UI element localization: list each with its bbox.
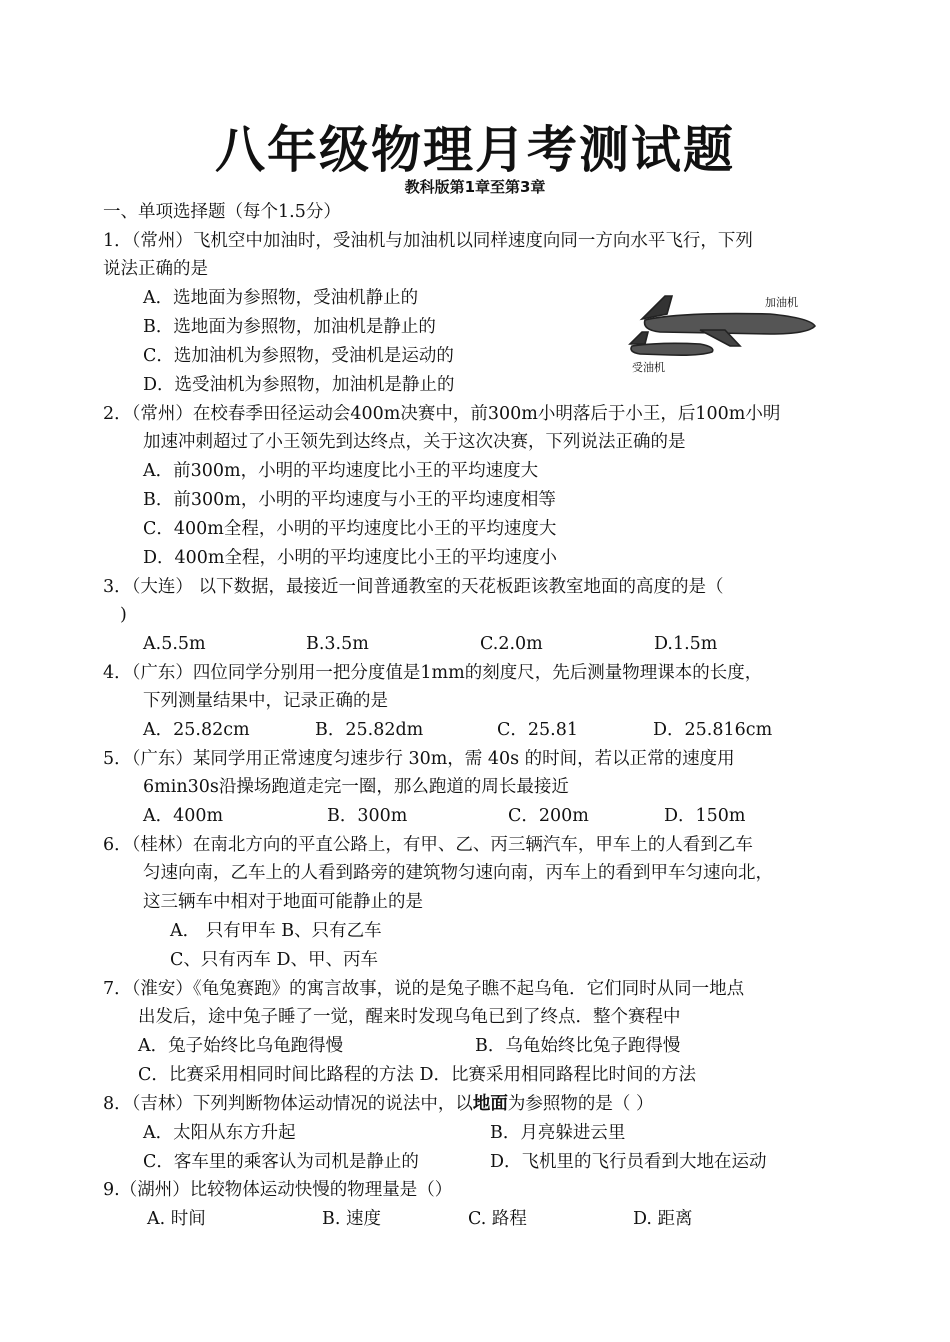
section-heading: 一、单项选择题（每个1.5分） bbox=[103, 202, 341, 222]
question-8-stem-emphasis: 地面 bbox=[472, 1094, 508, 1114]
question-4-stem-line2: 下列测量结果中，记录正确的是 bbox=[143, 691, 388, 711]
question-8-option-c: C．客车里的乘客认为司机是静止的 bbox=[143, 1152, 419, 1172]
refueling-planes-figure bbox=[620, 284, 820, 374]
question-4-option-c: C．25.81 bbox=[497, 720, 578, 740]
page-title: 八年级物理月考测试题 bbox=[215, 121, 735, 179]
question-3-option-a: A.5.5m bbox=[143, 634, 206, 654]
question-5-option-d: D．150m bbox=[664, 806, 746, 826]
question-3-option-d: D.1.5m bbox=[654, 634, 718, 654]
question-5-stem-line2: 6min30s沿操场跑道走完一圈，那么跑道的周长最接近 bbox=[143, 777, 569, 797]
question-1-option-c: C．选加油机为参照物，受油机是运动的 bbox=[143, 346, 454, 366]
question-6-options-ab: A． 只有甲车 B、只有乙车 bbox=[170, 921, 382, 941]
page-subtitle: 教科版第1章至第3章 bbox=[404, 178, 546, 196]
question-9-option-a: A. 时间 bbox=[147, 1209, 206, 1229]
question-5-option-c: C．200m bbox=[508, 806, 589, 826]
question-3-option-c: C.2.0m bbox=[480, 634, 543, 654]
question-4-option-d: D．25.816cm bbox=[653, 720, 773, 740]
question-4-option-b: B．25.82dm bbox=[315, 720, 424, 740]
question-1-option-a: A．选地面为参照物，受油机静止的 bbox=[143, 288, 419, 308]
figure-label-receiver: 受油机 bbox=[632, 361, 665, 374]
question-3-stem-line2: ) bbox=[120, 605, 127, 625]
question-8-option-a: A．太阳从东方升起 bbox=[143, 1123, 296, 1143]
question-6-stem-line2: 匀速向南，乙车上的人看到路旁的建筑物匀速向南，丙车上的看到甲车匀速向北， bbox=[143, 863, 773, 883]
question-1-option-b: B．选地面为参照物，加油机是静止的 bbox=[143, 317, 436, 337]
question-9-stem: 9.（湖州）比较物体运动快慢的物理量是（） bbox=[103, 1180, 453, 1200]
question-4-stem-line1: 4．（广东）四位同学分别用一把分度值是1mm的刻度尺，先后测量物理课本的长度， bbox=[103, 663, 763, 683]
question-2-stem-line2: 加速冲刺超过了小王领先到达终点，关于这次决赛，下列说法正确的是 bbox=[143, 432, 686, 452]
question-9-option-c: C. 路程 bbox=[468, 1209, 527, 1229]
question-4-option-a: A．25.82cm bbox=[143, 720, 250, 740]
question-6-stem-line3: 这三辆车中相对于地面可能静止的是 bbox=[143, 892, 423, 912]
question-9-option-b: B. 速度 bbox=[322, 1209, 381, 1229]
question-2-option-c: C．400m全程，小明的平均速度比小王的平均速度大 bbox=[143, 519, 557, 539]
question-1-stem-line2: 说法正确的是 bbox=[103, 259, 208, 279]
question-7-stem-line1: 7．（淮安）《龟兔赛跑》的寓言故事，说的是兔子瞧不起乌龟．它们同时从同一地点 bbox=[103, 979, 745, 999]
question-6-stem-line1: 6．（桂林）在南北方向的平直公路上，有甲、乙、丙三辆汽车，甲车上的人看到乙车 bbox=[103, 835, 753, 855]
question-8-option-d: D．飞机里的飞行员看到大地在运动 bbox=[490, 1152, 767, 1172]
question-3-stem-line1: 3．（大连） 以下数据，最接近一间普通教室的天花板距该教室地面的高度的是（ bbox=[103, 577, 724, 597]
question-5-stem-line1: 5．（广东）某同学用正常速度匀速步行 30m，需 40s 的时间，若以正常的速度用 bbox=[103, 749, 735, 769]
question-2-option-b: B．前300m，小明的平均速度与小王的平均速度相等 bbox=[143, 490, 556, 510]
question-2-stem-line1: 2．（常州）在校春季田径运动会400m决赛中，前300m小明落后于小王，后100m小明 bbox=[103, 404, 781, 424]
question-1-stem-line1: 1．（常州）飞机空中加油时，受油机与加油机以同样速度向同一方向水平飞行，下列 bbox=[103, 231, 753, 251]
question-9-option-d: D. 距离 bbox=[633, 1209, 693, 1229]
question-2-option-d: D．400m全程，小明的平均速度比小王的平均速度小 bbox=[143, 548, 558, 568]
question-5-option-b: B．300m bbox=[327, 806, 408, 826]
question-7-options-cd: C．比赛采用相同时间比路程的方法 D．比赛采用相同路程比时间的方法 bbox=[138, 1065, 696, 1085]
question-8-stem-suffix: 为参照物的是（ ） bbox=[507, 1094, 654, 1114]
question-8-option-b: B．月亮躲进云里 bbox=[490, 1123, 626, 1143]
question-6-options-cd: C、只有丙车 D、甲、丙车 bbox=[170, 950, 378, 970]
question-8-stem-prefix: 8．（吉林）下列判断物体运动情况的说法中，以 bbox=[103, 1094, 473, 1114]
question-2-option-a: A．前300m，小明的平均速度比小王的平均速度大 bbox=[143, 461, 539, 481]
question-7-stem-line2: 出发后，途中兔子睡了一觉，醒来时发现乌龟已到了终点．整个赛程中 bbox=[138, 1007, 681, 1027]
question-7-option-a: A．兔子始终比乌龟跑得慢 bbox=[138, 1036, 344, 1056]
figure-label-tanker: 加油机 bbox=[765, 296, 798, 309]
question-7-option-b: B．乌龟始终比兔子跑得慢 bbox=[475, 1036, 681, 1056]
question-1-option-d: D．选受油机为参照物，加油机是静止的 bbox=[143, 375, 455, 395]
question-8-stem bbox=[103, 1093, 653, 1115]
question-3-option-b: B.3.5m bbox=[306, 634, 369, 654]
question-5-option-a: A．400m bbox=[143, 806, 224, 826]
